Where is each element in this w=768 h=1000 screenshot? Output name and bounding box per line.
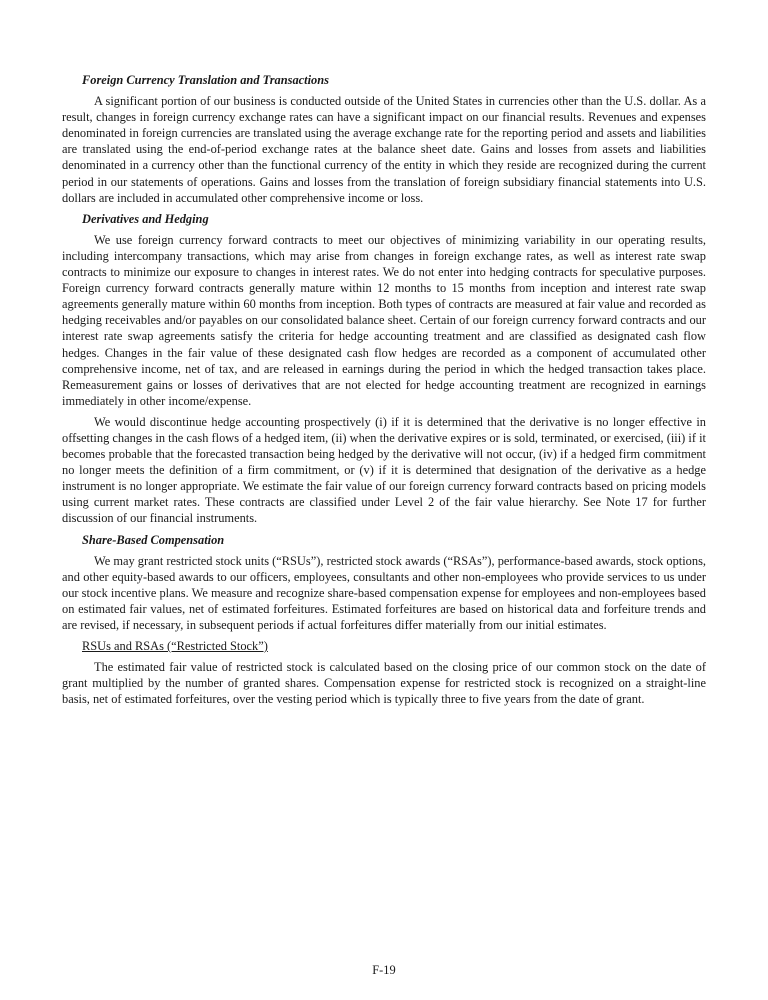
section-heading: Foreign Currency Translation and Transactions <box>82 73 329 87</box>
paragraph: We use foreign currency forward contracts to meet our objectives of minimizing variability in our operating results, including intercompany transactions, which may arise from changes in foreign exchange rates, as well as interest rate swap contracts to minimize our exposure to changes in interest rates. We do not enter into hedging contracts for speculative purposes. Foreign currency forward contracts generally mature within 12 months to 15 months from inception and interest rate swap agreements generally mature within 60 months from inception. Both types of contracts are measured at fair value and recorded as hedging receivables and/or payables on our consolidated balance sheet. Certain of our foreign currency forward contracts and our interest rate swap agreements satisfy the criteria for hedge accounting treatment and are classified as designated cash flow hedges. Changes in the fair value of these designated cash flow hedges are recorded as a component of accumulated other comprehensive income, net of tax, and are released in earnings during the period in which the hedged transaction takes place. Remeasurement gains or losses of derivatives that are not elected for hedge accounting treatment are recognized in earnings immediately in other income/expense. <box>62 232 706 408</box>
section-heading: Derivatives and Hedging <box>82 211 209 226</box>
section-share-based-compensation <box>62 532 706 708</box>
paragraph: We would discontinue hedge accounting prospectively (i) if it is determined that the derivative is no longer effective in offsetting changes in the cash flows of a hedged item, (ii) when the derivative expires or is sold, terminated, or exercised, (iii) if it becomes probable that the forecasted transaction being hedged by the derivative will not occur, (iv) if a hedged firm commitment no longer meets the definition of a firm commitment, or (v) if it is determined that designation of the derivative as a hedge instrument is no longer appropriate. We estimate the fair value of our foreign currency forward contracts based on pricing models using current market rates. These contracts are classified under Level 2 of the fair value hierarchy. See Note 17 for further discussion of our financial instruments. <box>62 414 706 526</box>
section-foreign-currency <box>62 72 706 206</box>
section-derivatives-hedging <box>62 211 706 527</box>
paragraph: We may grant restricted stock units (“RSUs”), restricted stock awards (“RSAs”), performance-based awards, stock options, and other equity-based awards to our officers, employees, consultants and other non-employees who provide services to us under our stock incentive plans. We measure and recognize share-based compensation expense for employees and non-employees based on estimated fair values, net of estimated forfeitures. Estimated forfeitures are based on historical data and forfeiture trends and are revised, if necessary, in subsequent periods if actual forfeitures differ materially from our initial estimates. <box>62 553 706 632</box>
subsection-heading: RSUs and RSAs (“Restricted Stock”) <box>82 639 268 654</box>
paragraph: A significant portion of our business is conducted outside of the United States in currencies other than the U.S. dollar. As a result, changes in foreign currency exchange rates can have a significant impact on our financial results. Revenues and expenses denominated in foreign currencies are translated using the average exchange rate for the reporting period and assets and liabilities are translated using the end-of-period exchange rates at the balance sheet date. Gains and losses from assets and liabilities denominated in a currency other than the functional currency of the entity in which they reside are recognized during the current period in our statements of operations. Gains and losses from the translation of foreign subsidiary financial statements into U.S. dollars are included in accumulated other comprehensive income or loss. <box>62 94 706 205</box>
section-heading: Share-Based Compensation <box>82 532 225 547</box>
paragraph: The estimated fair value of restricted stock is calculated based on the closing price of our common stock on the date of grant multiplied by the number of granted shares. Compensation expense for restricted stock is recognized on a straight-line basis, net of estimated forfeitures, over the vesting period which is typically three to five years from the date of grant. <box>62 660 706 707</box>
document-page <box>62 72 706 712</box>
page-number: F-19 <box>372 963 396 977</box>
